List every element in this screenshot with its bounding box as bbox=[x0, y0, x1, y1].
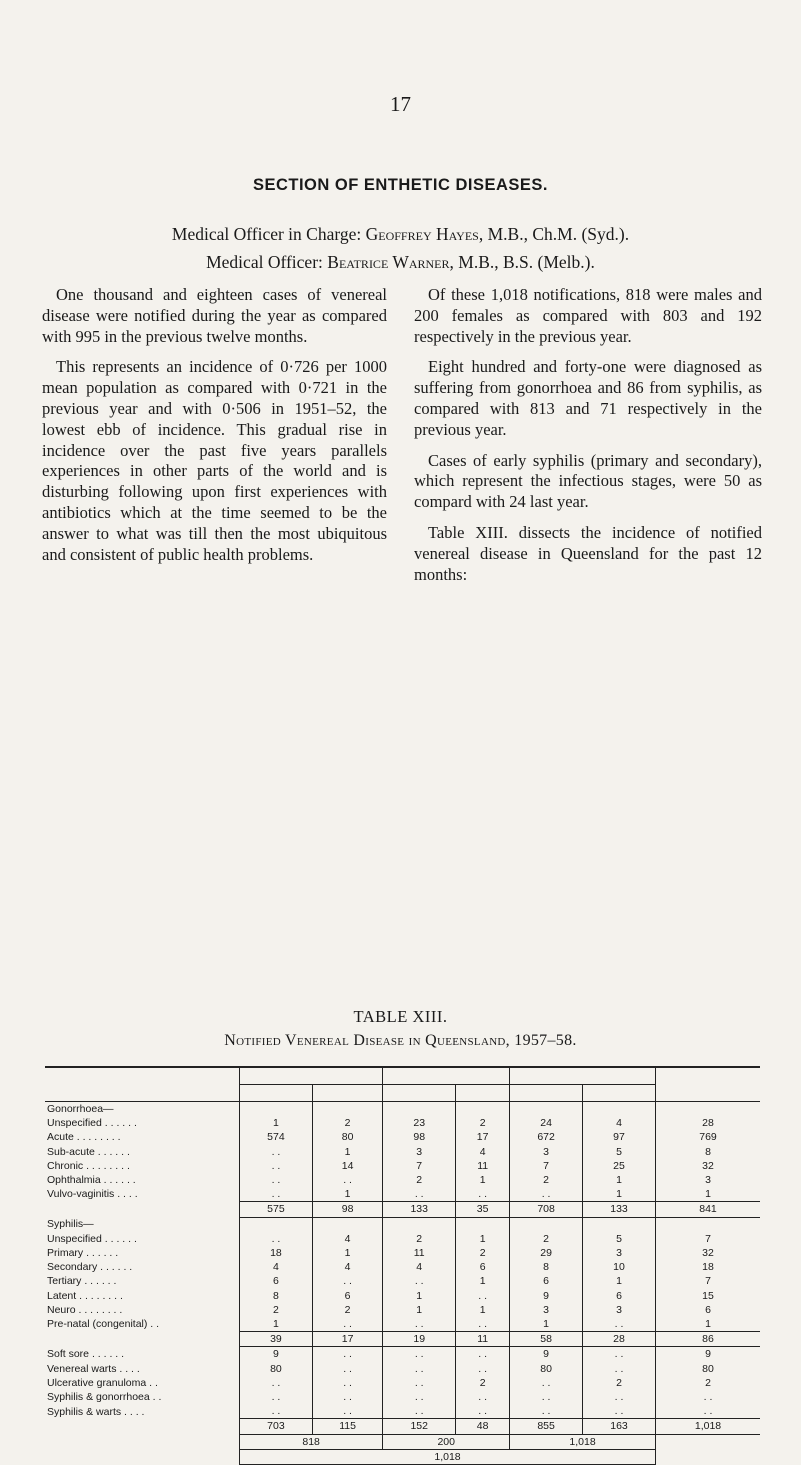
row-label: Pre-natal (congenital) . . bbox=[47, 1318, 160, 1331]
value-cell: 1 bbox=[656, 1317, 761, 1332]
value-cell: 35 bbox=[456, 1202, 510, 1217]
group-total: 1,018 bbox=[510, 1434, 656, 1449]
paragraph: One thousand and eighteen cases of venereal disease were notified during the year as compared with 995 in the previous twelve months. bbox=[42, 285, 387, 346]
value-cell: 10 bbox=[583, 1260, 656, 1274]
value-cell: . . bbox=[510, 1376, 583, 1390]
value-cell: . . bbox=[383, 1404, 456, 1419]
value-cell: 32 bbox=[656, 1159, 761, 1173]
paragraph: Eight hundred and forty-one were diagnosed as suffering from gonorrhoea and 86 from syphilis, as compared with 813 and 71 respectively in the previous year. bbox=[414, 357, 762, 439]
value-cell: 11 bbox=[456, 1159, 510, 1173]
officer-role: Medical Officer in Charge: bbox=[171, 224, 362, 244]
value-cell: 2 bbox=[312, 1116, 382, 1130]
value-cell: . . bbox=[312, 1376, 382, 1390]
table-row bbox=[45, 1246, 760, 1260]
value-cell: . . bbox=[240, 1159, 313, 1173]
value-cell: 5 bbox=[583, 1232, 656, 1246]
row-label: Ophthalmia . . . . . . bbox=[47, 1174, 136, 1187]
value-cell: 2 bbox=[656, 1376, 761, 1390]
table-row bbox=[45, 1303, 760, 1317]
row-label: Unspecified . . . . . . bbox=[47, 1117, 137, 1130]
value-cell: 48 bbox=[456, 1419, 510, 1434]
value-cell: 1,018 bbox=[656, 1419, 761, 1434]
row-label bbox=[45, 1332, 240, 1347]
value-cell: . . bbox=[312, 1317, 382, 1332]
table-title: TABLE XIII. bbox=[353, 1007, 448, 1026]
row-label: Vulvo-vaginitis . . . . bbox=[47, 1188, 138, 1201]
value-cell: 32 bbox=[656, 1246, 761, 1260]
value-cell: 575 bbox=[240, 1202, 313, 1217]
value-cell: 9 bbox=[656, 1347, 761, 1362]
empty-cell bbox=[312, 1102, 382, 1117]
total-header bbox=[656, 1067, 761, 1102]
empty-cell bbox=[383, 1102, 456, 1117]
empty-cell bbox=[656, 1449, 761, 1464]
value-cell: . . bbox=[312, 1390, 382, 1404]
value-cell: 1 bbox=[583, 1187, 656, 1202]
value-cell: 6 bbox=[456, 1260, 510, 1274]
row-label: Acute . . . . . . . . bbox=[47, 1131, 121, 1144]
value-cell: 8 bbox=[656, 1145, 761, 1159]
value-cell: 28 bbox=[583, 1332, 656, 1347]
value-cell: 115 bbox=[312, 1419, 382, 1434]
value-cell: . . bbox=[583, 1347, 656, 1362]
right-column bbox=[414, 285, 762, 595]
table-row bbox=[45, 1317, 760, 1332]
row-label: Unspecified . . . . . . bbox=[47, 1232, 137, 1245]
empty-cell bbox=[240, 1217, 313, 1232]
value-cell: . . bbox=[456, 1390, 510, 1404]
value-cell: 3 bbox=[583, 1246, 656, 1260]
value-cell: 15 bbox=[656, 1289, 761, 1303]
value-cell: 6 bbox=[240, 1274, 313, 1288]
table-row bbox=[45, 1260, 760, 1274]
value-cell: 80 bbox=[312, 1130, 382, 1144]
value-cell: . . bbox=[456, 1187, 510, 1202]
officer-quals: , M.B., B.S. (Melb.). bbox=[449, 252, 595, 272]
value-cell: . . bbox=[383, 1317, 456, 1332]
value-cell: . . bbox=[656, 1390, 761, 1404]
value-cell: . . bbox=[240, 1232, 313, 1246]
table-row bbox=[45, 1173, 760, 1187]
table-subtitle: Notified Venereal Disease in Queensland, 1957–58. bbox=[224, 1032, 577, 1049]
subtotal-row bbox=[45, 1419, 760, 1434]
value-cell: 11 bbox=[383, 1246, 456, 1260]
table-row bbox=[45, 1159, 760, 1173]
corner-dash bbox=[45, 1067, 240, 1102]
value-cell: 6 bbox=[656, 1303, 761, 1317]
value-cell: 4 bbox=[383, 1260, 456, 1274]
value-cell: . . bbox=[240, 1390, 313, 1404]
empty-cell bbox=[656, 1102, 761, 1117]
value-cell: . . bbox=[312, 1173, 382, 1187]
value-cell: 1 bbox=[383, 1289, 456, 1303]
value-cell: . . bbox=[456, 1289, 510, 1303]
value-cell: 3 bbox=[510, 1145, 583, 1159]
group-header-metropolitan bbox=[240, 1067, 383, 1085]
value-cell: 1 bbox=[312, 1187, 382, 1202]
value-cell: 39 bbox=[240, 1332, 313, 1347]
sub-header bbox=[510, 1085, 583, 1102]
value-cell: 4 bbox=[456, 1145, 510, 1159]
value-cell: 163 bbox=[583, 1419, 656, 1434]
value-cell: 11 bbox=[456, 1332, 510, 1347]
value-cell: . . bbox=[383, 1347, 456, 1362]
value-cell: 80 bbox=[510, 1362, 583, 1376]
row-label: Syphilis & warts . . . . bbox=[47, 1405, 145, 1418]
value-cell: 1 bbox=[456, 1274, 510, 1288]
paragraph: Of these 1,018 notifications, 818 were males and 200 females as compared with 803 and 192 respectively in the previous year. bbox=[414, 285, 762, 346]
value-cell: . . bbox=[510, 1390, 583, 1404]
value-cell: 9 bbox=[240, 1347, 313, 1362]
value-cell: . . bbox=[456, 1404, 510, 1419]
value-cell: 133 bbox=[383, 1202, 456, 1217]
value-cell: . . bbox=[383, 1187, 456, 1202]
row-label: Latent . . . . . . . . bbox=[47, 1289, 123, 1302]
row-label: Secondary . . . . . . bbox=[47, 1261, 133, 1274]
table-row bbox=[45, 1362, 760, 1376]
disease-table-grid bbox=[45, 1066, 760, 1465]
value-cell: 86 bbox=[656, 1332, 761, 1347]
empty-cell bbox=[456, 1217, 510, 1232]
sub-header bbox=[383, 1085, 456, 1102]
section-head: Gonorrhoea— bbox=[47, 1103, 114, 1115]
section-title: SECTION OF ENTHETIC DISEASES. bbox=[252, 176, 549, 194]
value-cell: 2 bbox=[510, 1232, 583, 1246]
empty-cell bbox=[583, 1102, 656, 1117]
value-cell: 1 bbox=[240, 1116, 313, 1130]
subtotal-row bbox=[45, 1332, 760, 1347]
paragraph: Cases of early syphilis (primary and secondary), which represent the infectious stages, were 50 as compard with 24 last year. bbox=[414, 450, 762, 512]
value-cell: . . bbox=[240, 1173, 313, 1187]
value-cell: 1 bbox=[312, 1246, 382, 1260]
value-cell: . . bbox=[583, 1317, 656, 1332]
value-cell: 9 bbox=[510, 1289, 583, 1303]
value-cell: 17 bbox=[312, 1332, 382, 1347]
value-cell: 58 bbox=[510, 1332, 583, 1347]
section-head-row bbox=[45, 1102, 760, 1117]
subtotal-row bbox=[45, 1202, 760, 1217]
table-row bbox=[45, 1376, 760, 1390]
empty-cell bbox=[240, 1102, 313, 1117]
group-header-outside bbox=[383, 1067, 510, 1085]
value-cell: 2 bbox=[383, 1173, 456, 1187]
value-cell: 2 bbox=[583, 1376, 656, 1390]
section-head: Syphilis— bbox=[47, 1218, 94, 1231]
value-cell: . . bbox=[240, 1404, 313, 1419]
value-cell: . . bbox=[312, 1404, 382, 1419]
sub-header bbox=[583, 1085, 656, 1102]
value-cell: 18 bbox=[656, 1260, 761, 1274]
paragraph: Table XIII. dissects the incidence of notified venereal disease in Queensland for the past 12 months: bbox=[414, 522, 762, 584]
sub-header bbox=[312, 1085, 382, 1102]
empty-cell bbox=[456, 1102, 510, 1117]
value-cell: 80 bbox=[656, 1362, 761, 1376]
empty-cell bbox=[656, 1217, 761, 1232]
value-cell: . . bbox=[383, 1274, 456, 1288]
value-cell: . . bbox=[312, 1274, 382, 1288]
value-cell: 1 bbox=[456, 1173, 510, 1187]
value-cell: . . bbox=[240, 1145, 313, 1159]
left-column bbox=[42, 285, 387, 575]
value-cell: 1 bbox=[312, 1145, 382, 1159]
value-cell: 2 bbox=[510, 1173, 583, 1187]
officer-name: Beatrice Warner bbox=[327, 252, 450, 272]
value-cell: 29 bbox=[510, 1246, 583, 1260]
row-label: Sub-acute . . . . . . bbox=[47, 1145, 130, 1158]
value-cell: 855 bbox=[510, 1419, 583, 1434]
value-cell: . . bbox=[456, 1347, 510, 1362]
value-cell: 9 bbox=[510, 1347, 583, 1362]
row-label: Venereal warts . . . . bbox=[47, 1362, 140, 1375]
value-cell: 1 bbox=[240, 1317, 313, 1332]
value-cell: 672 bbox=[510, 1130, 583, 1144]
value-cell: 8 bbox=[510, 1260, 583, 1274]
group-total: 200 bbox=[383, 1434, 510, 1449]
value-cell: 18 bbox=[240, 1246, 313, 1260]
value-cell: 708 bbox=[510, 1202, 583, 1217]
group-total: 818 bbox=[240, 1434, 383, 1449]
table-row bbox=[45, 1145, 760, 1159]
value-cell: 25 bbox=[583, 1159, 656, 1173]
value-cell: 1 bbox=[510, 1317, 583, 1332]
value-cell: 1 bbox=[583, 1274, 656, 1288]
officer-in-charge bbox=[0, 224, 801, 245]
row-label: Chronic . . . . . . . . bbox=[47, 1159, 130, 1172]
value-cell: 2 bbox=[240, 1303, 313, 1317]
value-cell: 1 bbox=[383, 1303, 456, 1317]
value-cell: 6 bbox=[510, 1274, 583, 1288]
officer-name: Geoffrey Hayes bbox=[365, 224, 479, 244]
table-row bbox=[45, 1232, 760, 1246]
table-row bbox=[45, 1347, 760, 1362]
value-cell: 1 bbox=[456, 1232, 510, 1246]
value-cell: 2 bbox=[456, 1116, 510, 1130]
value-cell: . . bbox=[383, 1390, 456, 1404]
grand-total-row bbox=[45, 1449, 760, 1464]
value-cell: 3 bbox=[583, 1303, 656, 1317]
value-cell: 2 bbox=[383, 1232, 456, 1246]
value-cell: . . bbox=[312, 1347, 382, 1362]
row-label: Primary . . . . . . bbox=[47, 1247, 119, 1260]
value-cell: 4 bbox=[583, 1116, 656, 1130]
table-row bbox=[45, 1130, 760, 1144]
value-cell: 1 bbox=[583, 1173, 656, 1187]
value-cell: . . bbox=[583, 1390, 656, 1404]
row-label: Syphilis & gonorrhoea . . bbox=[47, 1391, 162, 1404]
value-cell: . . bbox=[312, 1362, 382, 1376]
value-cell: . . bbox=[510, 1187, 583, 1202]
value-cell: 5 bbox=[583, 1145, 656, 1159]
value-cell: 2 bbox=[312, 1303, 382, 1317]
value-cell: . . bbox=[456, 1317, 510, 1332]
empty-cell bbox=[312, 1217, 382, 1232]
empty-cell bbox=[510, 1217, 583, 1232]
value-cell: 7 bbox=[383, 1159, 456, 1173]
officer-quals: , M.B., Ch.M. (Syd.). bbox=[478, 224, 630, 244]
row-label: Tertiary . . . . . . bbox=[47, 1275, 117, 1288]
value-cell: 28 bbox=[656, 1116, 761, 1130]
value-cell: 3 bbox=[510, 1303, 583, 1317]
table-row bbox=[45, 1390, 760, 1404]
value-cell: 152 bbox=[383, 1419, 456, 1434]
value-cell: 3 bbox=[656, 1173, 761, 1187]
empty-cell bbox=[583, 1217, 656, 1232]
value-cell: 1 bbox=[456, 1303, 510, 1317]
value-cell: 6 bbox=[583, 1289, 656, 1303]
medical-officer bbox=[0, 252, 801, 273]
row-label bbox=[45, 1419, 240, 1434]
sub-header bbox=[456, 1085, 510, 1102]
table-row bbox=[45, 1274, 760, 1288]
value-cell: 133 bbox=[583, 1202, 656, 1217]
page-number: 17 bbox=[390, 92, 411, 116]
empty-cell bbox=[383, 1217, 456, 1232]
value-cell: 97 bbox=[583, 1130, 656, 1144]
value-cell: 841 bbox=[656, 1202, 761, 1217]
officer-role: Medical Officer: bbox=[206, 252, 323, 272]
row-label bbox=[45, 1202, 240, 1217]
value-cell: 23 bbox=[383, 1116, 456, 1130]
value-cell: 7 bbox=[656, 1274, 761, 1288]
value-cell: . . bbox=[656, 1404, 761, 1419]
row-label: Neuro . . . . . . . . bbox=[47, 1303, 123, 1316]
value-cell: 1 bbox=[656, 1187, 761, 1202]
value-cell: . . bbox=[583, 1404, 656, 1419]
value-cell: 2 bbox=[456, 1246, 510, 1260]
value-cell: 80 bbox=[240, 1362, 313, 1376]
table-row bbox=[45, 1404, 760, 1419]
value-cell: 574 bbox=[240, 1130, 313, 1144]
row-label: Soft sore . . . . . . bbox=[47, 1348, 125, 1361]
paragraph: This represents an incidence of 0·726 per 1000 mean population as compared with 0·721 in the previous year and with 0·506 in 1951–52, the lowest ebb of incidence. This gradual rise in incidence over the past five years parallels experiences in other parts of the world and is disturbing following upon first experiences with antibiotics which at the time seemed to be the answer to what was till then the most ubiquitous and consistent of public health problems. bbox=[42, 357, 387, 564]
value-cell: . . bbox=[510, 1404, 583, 1419]
table-row bbox=[45, 1289, 760, 1303]
value-cell: 6 bbox=[312, 1289, 382, 1303]
group-header-whole-state bbox=[510, 1067, 656, 1085]
value-cell: 4 bbox=[240, 1260, 313, 1274]
empty-cell bbox=[510, 1102, 583, 1117]
grand-total: 1,018 bbox=[240, 1449, 656, 1464]
value-cell: 8 bbox=[240, 1289, 313, 1303]
value-cell: . . bbox=[583, 1362, 656, 1376]
value-cell: 4 bbox=[312, 1260, 382, 1274]
value-cell: 703 bbox=[240, 1419, 313, 1434]
table-row bbox=[45, 1116, 760, 1130]
value-cell: 2 bbox=[456, 1376, 510, 1390]
value-cell: 17 bbox=[456, 1130, 510, 1144]
section-head-row bbox=[45, 1217, 760, 1232]
value-cell: 14 bbox=[312, 1159, 382, 1173]
value-cell: . . bbox=[240, 1187, 313, 1202]
value-cell: 3 bbox=[383, 1145, 456, 1159]
row-label: Ulcerative granuloma . . bbox=[47, 1376, 158, 1389]
value-cell: . . bbox=[383, 1362, 456, 1376]
empty-cell bbox=[45, 1449, 240, 1464]
value-cell: 19 bbox=[383, 1332, 456, 1347]
sub-header bbox=[240, 1085, 313, 1102]
table-row bbox=[45, 1187, 760, 1202]
value-cell: 7 bbox=[510, 1159, 583, 1173]
table-body bbox=[45, 1102, 760, 1465]
value-cell: 7 bbox=[656, 1232, 761, 1246]
value-cell: . . bbox=[383, 1376, 456, 1390]
value-cell: 98 bbox=[312, 1202, 382, 1217]
value-cell: . . bbox=[240, 1376, 313, 1390]
value-cell: . . bbox=[456, 1362, 510, 1376]
value-cell: 4 bbox=[312, 1232, 382, 1246]
value-cell: 98 bbox=[383, 1130, 456, 1144]
value-cell: 24 bbox=[510, 1116, 583, 1130]
value-cell: 769 bbox=[656, 1130, 761, 1144]
